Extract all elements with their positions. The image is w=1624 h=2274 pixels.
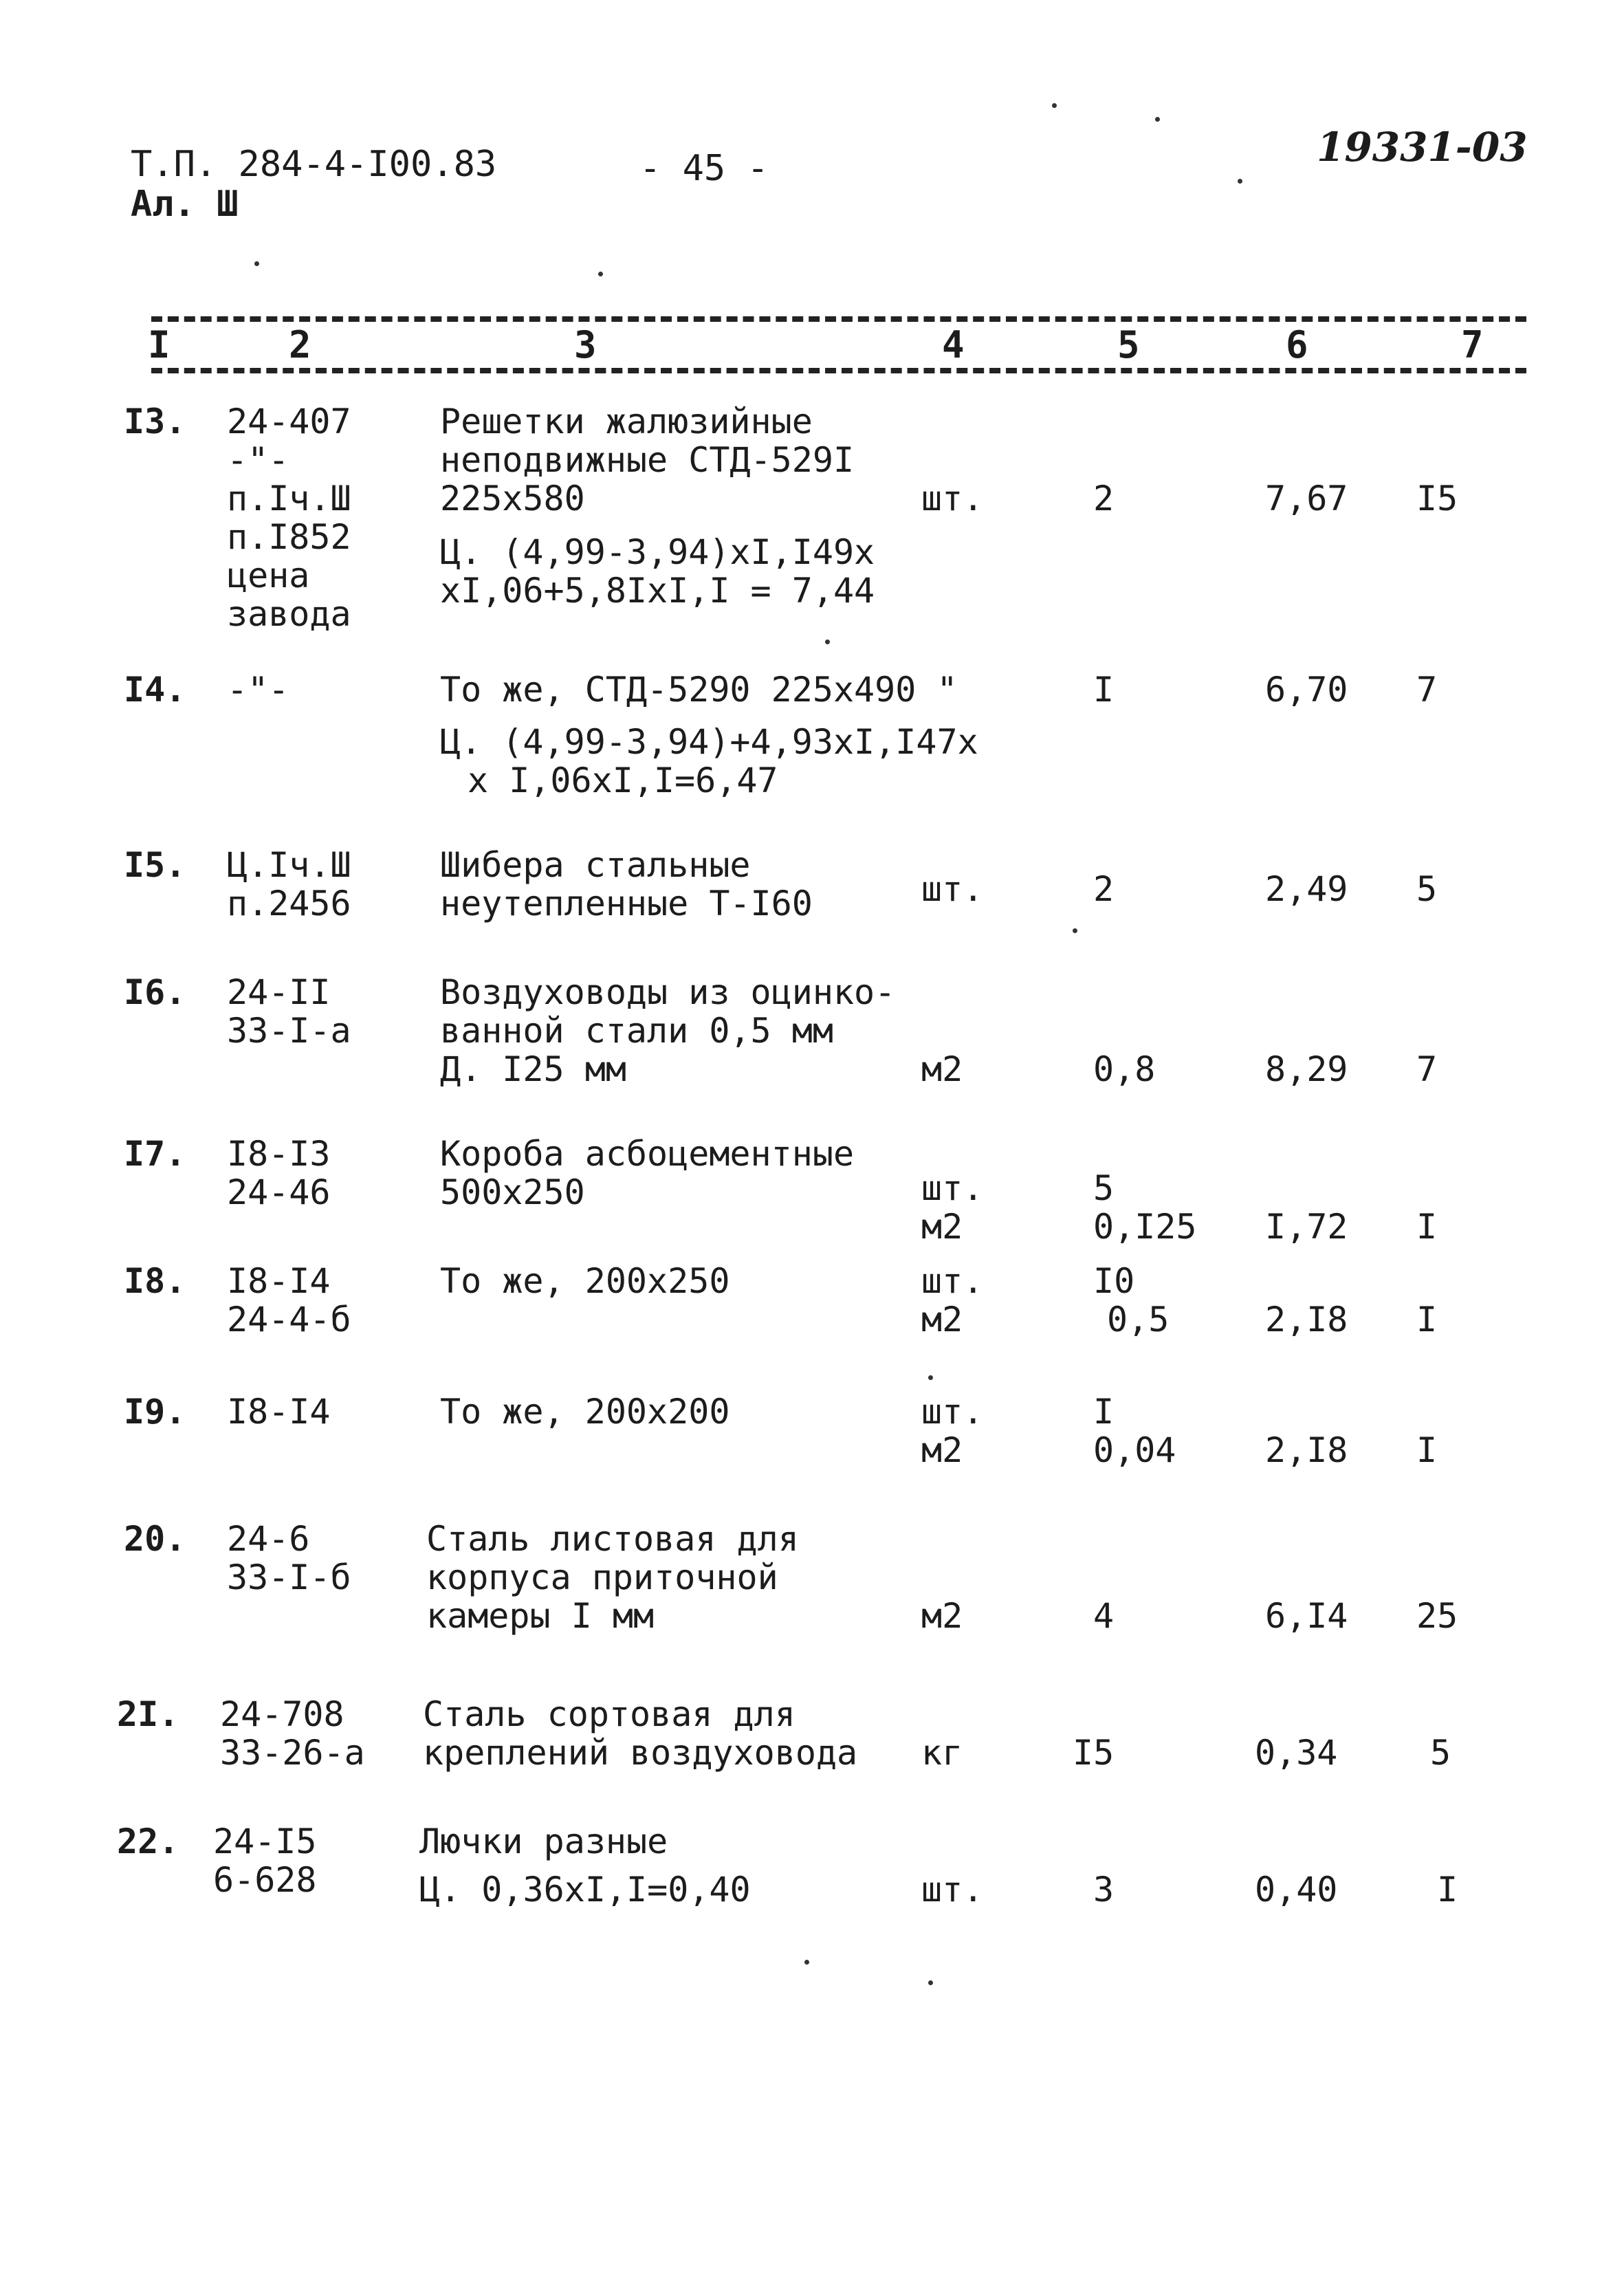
row-description: То же, 200х200 [440, 1392, 730, 1432]
row-unit: м2 [921, 1596, 963, 1636]
row-weight: 5 [1416, 869, 1438, 909]
row-code: 24-I5 6-628 [213, 1822, 317, 1900]
row-description: То же, 200х250 [440, 1261, 730, 1301]
row-description: Шибера стальные неутепленные Т-I60 [440, 845, 813, 923]
row-unit: кг [921, 1733, 963, 1773]
row-weight: I [1416, 1300, 1438, 1340]
row-weight: 7 [1416, 670, 1438, 710]
row-unit: шт. [921, 1870, 984, 1910]
row-unit: шт. м2 [921, 1392, 984, 1470]
row-quantity: I5 [1073, 1733, 1115, 1773]
row-quantity: 2 [1093, 869, 1115, 909]
row-code: I8-I4 24-4-б [227, 1261, 351, 1340]
row-number: I4. [124, 670, 186, 710]
row-code: 24-II 33-I-а [227, 972, 351, 1051]
row-price: 0,40 [1255, 1870, 1338, 1910]
col-head-5: 5 [1117, 323, 1140, 367]
row-weight: 7 [1416, 1049, 1438, 1089]
row-weight: I5 [1416, 479, 1458, 518]
doc-code: Т.П. 284-4-I00.83 [131, 144, 497, 185]
row-unit: шт. м2 [921, 1261, 984, 1340]
col-head-2: 2 [289, 323, 311, 367]
row-number: 20. [124, 1519, 186, 1559]
col-head-7: 7 [1461, 323, 1484, 367]
row-number: I6. [124, 972, 186, 1012]
row-price: 7,67 [1265, 479, 1348, 518]
row-price: 6,70 [1265, 670, 1348, 710]
row-code: 24-6 33-I-б [227, 1519, 351, 1597]
row-unit: шт. [921, 869, 984, 909]
row-number: I5. [124, 845, 186, 885]
row-quantity: 2 [1093, 479, 1115, 518]
table-top-rule [151, 316, 1526, 322]
row-price: 2,I8 [1265, 1430, 1348, 1470]
row-code: -"- [227, 670, 289, 710]
row-price: I,72 [1265, 1207, 1348, 1247]
row-unit: шт. [921, 479, 984, 518]
row-description: Лючки разные Ц. 0,36хI,I=0,40 [419, 1822, 751, 1910]
archive-number: 19331-03 [1317, 124, 1528, 171]
table-header-rule [151, 368, 1526, 373]
row-description: Короба асбоцементные 500х250 [440, 1134, 855, 1212]
row-quantity: I0 0,5 [1093, 1261, 1170, 1340]
row-weight: 5 [1430, 1733, 1451, 1773]
row-description: Сталь сортовая для креплений воздуховода [423, 1694, 858, 1773]
row-unit: м2 [921, 1049, 963, 1089]
row-quantity: 5 0,I25 [1093, 1168, 1197, 1247]
row-description: Воздуховоды из оцинко- ванной стали 0,5 мм Д. I25 мм [440, 972, 896, 1089]
row-number: I7. [124, 1134, 186, 1174]
row-code: 24-407 -"- п.Iч.Ш п.I852 цена завода [227, 402, 351, 634]
row-weight: I [1416, 1430, 1438, 1470]
col-head-1: I [148, 323, 171, 367]
row-code: 24-708 33-26-а [220, 1694, 365, 1773]
row-quantity: 0,8 [1093, 1049, 1156, 1089]
row-number: 22. [117, 1822, 179, 1861]
row-description: Решетки жалюзийные неподвижные СТД-529I 225х580 Ц. (4,99-3,94)хI,I49х хI,06+5,8IхI,I = 7,44 [440, 402, 875, 611]
row-quantity: 3 [1093, 1870, 1115, 1910]
page-number: - 45 - [639, 148, 769, 189]
row-number: I9. [124, 1392, 186, 1432]
row-description: Сталь листовая для корпуса приточной камеры I мм [426, 1519, 799, 1636]
row-price: 2,I8 [1265, 1300, 1348, 1340]
row-code: I8-I3 24-46 [227, 1134, 331, 1212]
row-number: I8. [124, 1261, 186, 1301]
col-head-6: 6 [1286, 323, 1308, 367]
row-price: 8,29 [1265, 1049, 1348, 1089]
album-number: Ал. Ш [131, 184, 239, 225]
row-weight: I [1416, 1207, 1438, 1247]
row-price: 2,49 [1265, 869, 1348, 909]
row-price: 6,I4 [1265, 1596, 1348, 1636]
row-description: То же, СТД-5290 225х490 " Ц. (4,99-3,94)+4,93хI,I47х х I,06хI,I=6,47 [440, 670, 978, 800]
row-quantity: 4 [1093, 1596, 1115, 1636]
row-code: I8-I4 [227, 1392, 331, 1432]
row-unit: шт. м2 [921, 1168, 984, 1247]
row-quantity: I 0,04 [1093, 1392, 1176, 1470]
row-price: 0,34 [1255, 1733, 1338, 1773]
col-head-3: 3 [574, 323, 597, 367]
row-number: I3. [124, 402, 186, 441]
row-number: 2I. [117, 1694, 179, 1734]
row-weight: 25 [1416, 1596, 1458, 1636]
col-head-4: 4 [942, 323, 965, 367]
row-weight: I [1437, 1870, 1458, 1910]
row-quantity: I [1093, 670, 1115, 710]
row-code: Ц.Iч.Ш п.2456 [227, 845, 351, 923]
document-designation [131, 144, 496, 224]
